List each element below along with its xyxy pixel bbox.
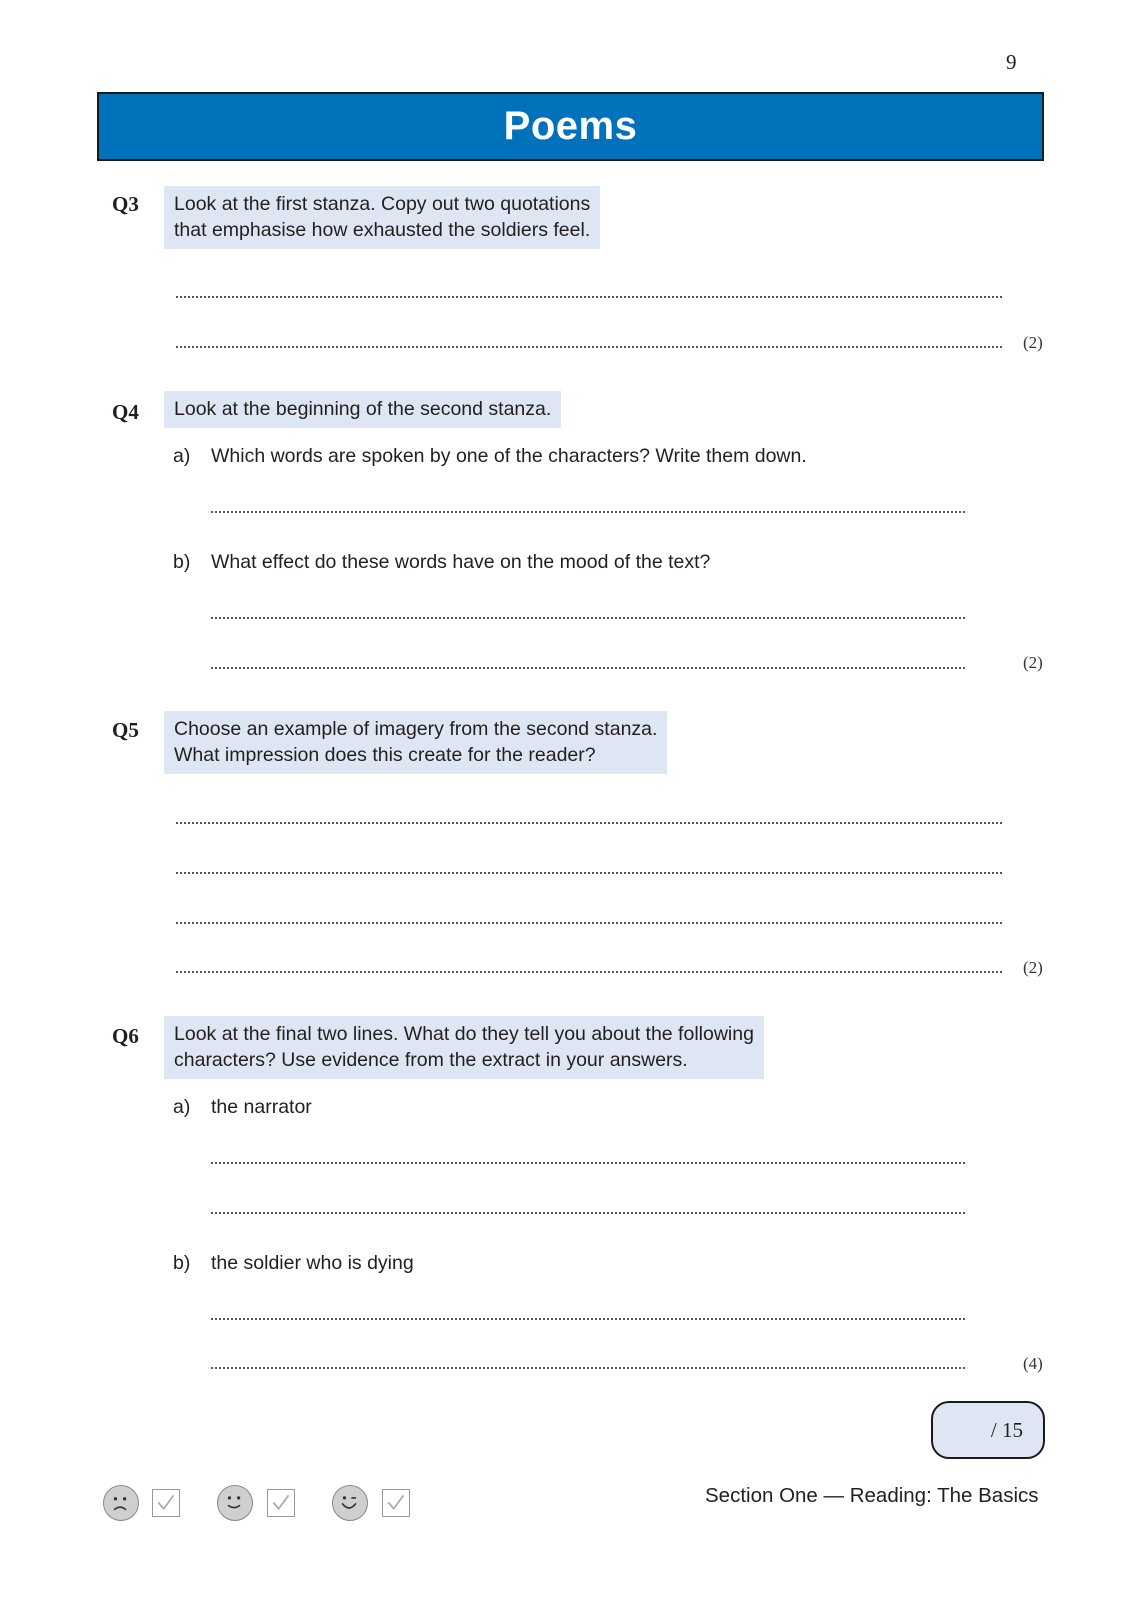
answer-line[interactable] [176,971,1002,973]
part-letter-q4b: b) [173,551,191,573]
prompt-line: Choose an example of imagery from the second stanza. [174,718,658,740]
question-prompt-q6 [164,1016,764,1079]
neutral-face-icon [217,1485,253,1521]
answer-line[interactable] [211,1318,965,1320]
score-total: / 15 [990,1417,1023,1442]
answer-line[interactable] [211,511,965,513]
question-number-q4: Q4 [112,400,139,424]
answer-line[interactable] [176,822,1002,824]
happy-face-icon [332,1485,368,1521]
question-prompt-q4 [164,391,561,428]
question-prompt-q3 [164,186,600,249]
answer-line[interactable] [211,617,965,619]
question-prompt-q5 [164,711,667,774]
tick-box-sad[interactable] [152,1489,180,1517]
part-letter-q4a: a) [173,445,191,467]
prompt-line: Look at the first stanza. Copy out two quotations [174,193,591,215]
prompt-line: What impression does this create for the reader? [174,744,596,766]
marks-q5: (2) [1023,958,1043,977]
marks-q6: (4) [1023,1354,1043,1373]
sad-face-icon [103,1485,139,1521]
part-text-q6a: the narrator [211,1096,312,1118]
answer-line[interactable] [211,1162,965,1164]
answer-line[interactable] [211,667,965,669]
score-box[interactable] [931,1401,1045,1459]
part-text-q4a: Which words are spoken by one of the characters? Write them down. [211,445,807,467]
section-footer: Section One — Reading: The Basics [705,1484,1039,1507]
marks-q3: (2) [1023,333,1043,352]
tick-box-happy[interactable] [382,1489,410,1517]
part-text-q6b: the soldier who is dying [211,1252,414,1274]
page-number: 9 [1006,50,1017,74]
answer-line[interactable] [211,1367,965,1369]
prompt-line: that emphasise how exhausted the soldiers feel. [174,219,591,241]
answer-line[interactable] [176,872,1002,874]
part-text-q4b: What effect do these words have on the mood of the text? [211,551,711,573]
answer-line[interactable] [176,346,1002,348]
part-letter-q6b: b) [173,1252,191,1274]
answer-line[interactable] [176,296,1002,298]
answer-line[interactable] [211,1212,965,1214]
question-number-q3: Q3 [112,192,139,216]
answer-line[interactable] [176,922,1002,924]
marks-q4: (2) [1023,653,1043,672]
question-number-q6: Q6 [112,1024,139,1048]
part-letter-q6a: a) [173,1096,191,1118]
title-bar [97,92,1044,161]
prompt-line: characters? Use evidence from the extract in your answers. [174,1049,688,1071]
question-number-q5: Q5 [112,718,139,742]
page-title: Poems [503,104,638,148]
prompt-line: Look at the beginning of the second stanza. [174,398,552,420]
tick-box-neutral[interactable] [267,1489,295,1517]
prompt-line: Look at the final two lines. What do they tell you about the following [174,1023,754,1045]
